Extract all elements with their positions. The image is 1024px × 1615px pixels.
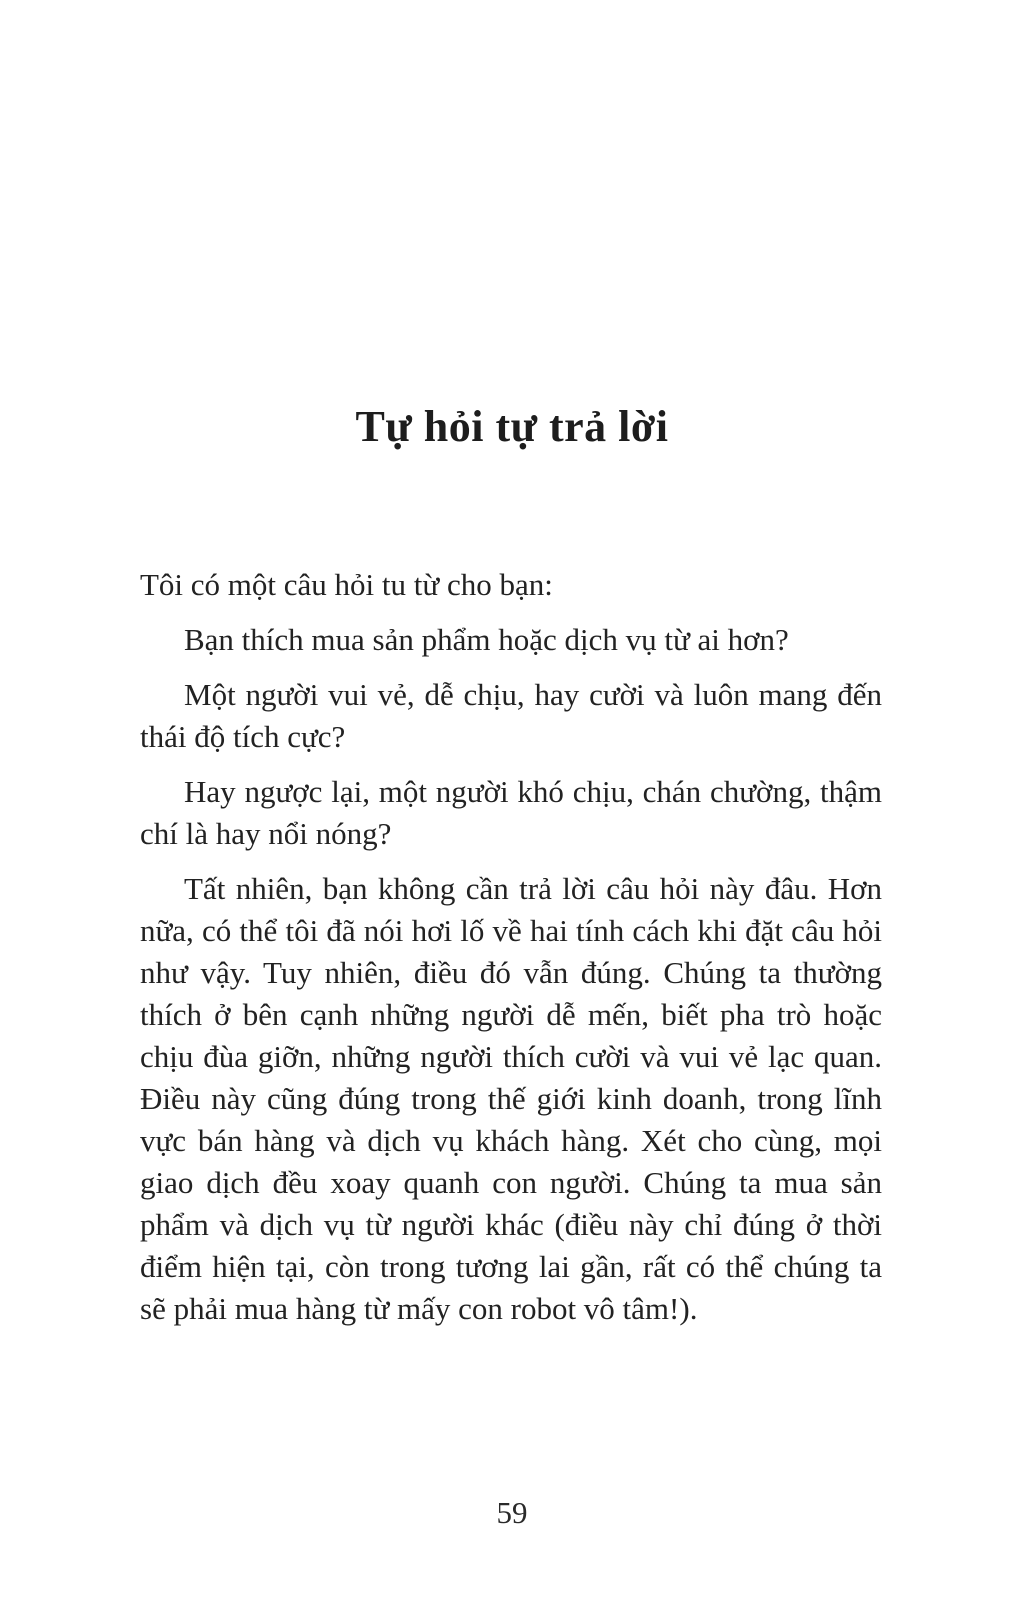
paragraph: Tôi có một câu hỏi tu từ cho bạn:: [140, 567, 553, 602]
paragraph: Bạn thích mua sản phẩm hoặc dịch vụ từ ai hơn?: [184, 622, 789, 657]
paragraph: Tất nhiên, bạn không cần trả lời câu hỏi này đâu. Hơn nữa, có thể tôi đã nói hơi lố về hai tính cách khi đặt câu hỏi như vậy. Tuy nhiên, điều đó vẫn đúng. Chúng ta thường thích ở bên cạnh những người dễ mến, biết pha trò hoặc chịu đùa giỡn, những người thích cười và vui vẻ lạc quan. Điều này cũng đúng trong thế giới kinh doanh, trong lĩnh vực bán hàng và dịch vụ khách hàng. Xét cho cùng, mọi giao dịch đều xoay quanh con người. Chúng ta mua sản phẩm và dịch vụ từ người khác (điều này chỉ đúng ở thời điểm hiện tại, còn trong tương lai gần, rất có thể chúng ta sẽ phải mua hàng từ mấy con robot vô tâm!).: [140, 871, 882, 1326]
page-number: 59: [496, 1495, 528, 1530]
body-text: [140, 564, 882, 1330]
chapter-title: Tự hỏi tự trả lời: [355, 402, 669, 451]
paragraph: Một người vui vẻ, dễ chịu, hay cười và luôn mang đến thái độ tích cực?: [140, 677, 882, 754]
paragraph: Hay ngược lại, một người khó chịu, chán chường, thậm chí là hay nổi nóng?: [140, 774, 882, 851]
